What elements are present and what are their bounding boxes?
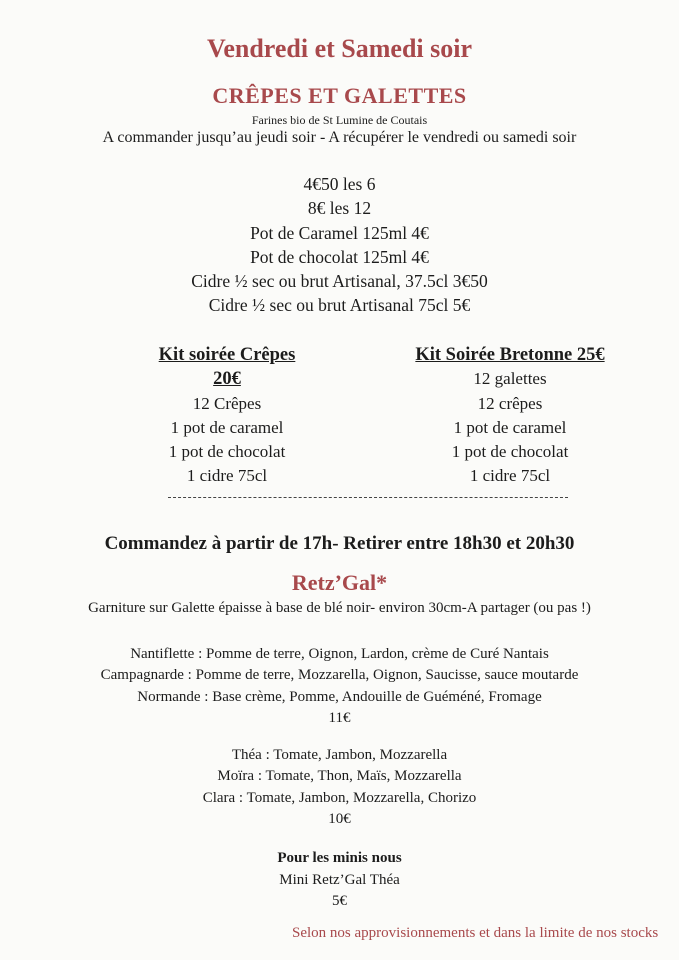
kit-item: 1 pot de caramel — [453, 417, 567, 437]
price-line: Pot de chocolat 125ml 4€ — [250, 246, 429, 267]
fillings-group-1 — [0, 644, 679, 729]
retzgal-description: Garniture sur Galette épaisse à base de blé noir- environ 30cm-A partager (ou pas !) — [88, 600, 591, 616]
kit-bretonne — [390, 343, 630, 489]
filling-item: Théa : Tomate, Jambon, Mozzarella — [231, 747, 448, 763]
filling-item: Normande : Base crème, Pomme, Andouille de Guéméné, Fromage — [137, 688, 542, 705]
price-line: 4€50 les 6 — [303, 174, 376, 194]
minis-section — [0, 848, 679, 913]
footer-note: Selon nos approvisionnements et dans la limite de nos stocks — [292, 925, 659, 941]
price-list — [0, 172, 679, 318]
kit-item: 12 galettes — [473, 369, 547, 389]
price-line: 8€ les 12 — [307, 198, 372, 219]
minis-title: Pour les minis nous — [277, 850, 402, 866]
minis-price: 5€ — [332, 893, 347, 909]
kit-crepes — [127, 343, 327, 489]
group-price: 11€ — [328, 709, 351, 726]
kit-crepes-price: 20€ — [213, 369, 241, 390]
kit-item: 1 pot de caramel — [170, 417, 284, 437]
page-subtitle: CRÊPES ET GALETTES — [212, 83, 467, 108]
kit-item: 1 pot de chocolat — [451, 442, 569, 462]
fillings-group-2 — [0, 745, 679, 830]
filling-item: Campagnarde : Pomme de terre, Mozzarella, Oignon, Saucisse, sauce moutarde — [100, 667, 579, 684]
retzgal-title: Retz’Gal* — [291, 570, 388, 595]
flour-note: Farines bio de St Lumine de Coutais — [251, 113, 428, 127]
price-line: Cidre ½ sec ou brut Artisanal 75cl 5€ — [208, 295, 471, 316]
kit-item: 12 Crêpes — [192, 393, 262, 413]
kit-item: 1 cidre 75cl — [469, 466, 551, 486]
order-hours: Commandez à partir de 17h- Retirer entre 18h30 et 20h30 — [104, 533, 575, 554]
price-line: Pot de Caramel 125ml 4€ — [250, 222, 429, 243]
filling-item: Nantiflette : Pomme de terre, Oignon, Lardon, crème de Curé Nantais — [130, 646, 549, 662]
order-info: A commander jusqu’au jeudi soir - A récupérer le vendredi ou samedi soir — [102, 129, 577, 146]
kit-item: 12 crêpes — [477, 393, 543, 413]
kit-bretonne-title: Kit Soirée Bretonne 25€ — [415, 345, 605, 365]
kit-item: 1 cidre 75cl — [186, 466, 268, 486]
minis-item: Mini Retz’Gal Théa — [279, 871, 400, 888]
kit-item: 1 pot de chocolat — [168, 442, 286, 462]
price-line: Cidre ½ sec ou brut Artisanal, 37.5cl 3€50 — [191, 271, 488, 292]
dashed-divider — [168, 497, 568, 498]
filling-item: Clara : Tomate, Jambon, Mozzarella, Chorizo — [202, 789, 477, 806]
filling-item: Moïra : Tomate, Thon, Maïs, Mozzarella — [217, 768, 462, 785]
kit-crepes-title: Kit soirée Crêpes — [158, 345, 296, 365]
page-title: Vendredi et Samedi soir — [206, 34, 473, 63]
group-price: 10€ — [328, 810, 351, 827]
